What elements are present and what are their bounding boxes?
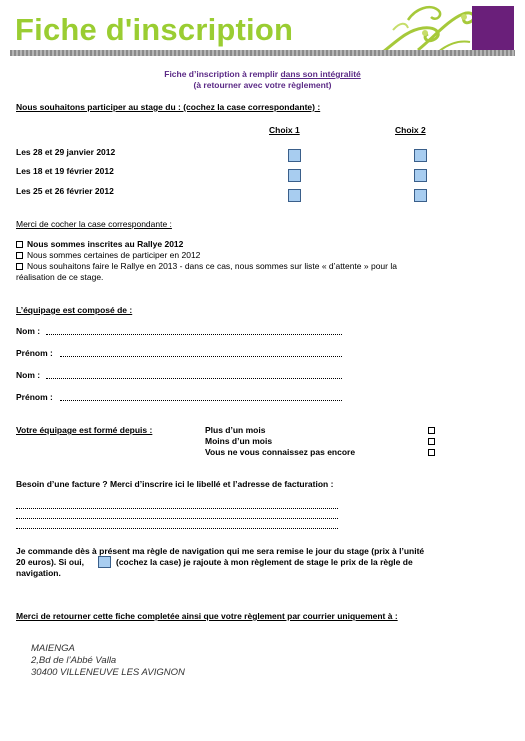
prenom-label-1: Prénom : <box>16 348 53 358</box>
rallye-option-3-cont: réalisation de ce stage. <box>16 272 104 282</box>
checkbox-rallye-1[interactable] <box>16 241 23 248</box>
rallye-option-3-label: Nous souhaitons faire le Rallye en 2013 - dans ce cas, nous sommes sur liste « d’attente » pour la <box>27 261 397 271</box>
checkbox-regle[interactable] <box>98 556 111 568</box>
header-divider <box>10 50 515 56</box>
checkbox-date3-choice2[interactable] <box>414 189 427 202</box>
nom-field-1[interactable] <box>46 334 342 335</box>
checkbox-date2-choice2[interactable] <box>414 169 427 182</box>
checkbox-depuis-2[interactable] <box>428 438 435 445</box>
rallye-option-1 <box>16 239 183 249</box>
equipage-heading: L’équipage est composé de : <box>16 305 133 315</box>
regle-line-2b: (cochez la case) je rajoute à mon règlement de stage le prix de la règle de <box>116 557 413 567</box>
checkbox-date3-choice1[interactable] <box>288 189 301 202</box>
depuis-option-2: Moins d’un mois <box>205 436 273 446</box>
facture-field-2[interactable] <box>16 518 338 519</box>
retour-heading: Merci de retourner cette fiche completée ainsi que votre règlement par courrier uniquement à : <box>16 611 398 621</box>
rallye-option-3 <box>16 261 397 271</box>
intro-line-1 <box>0 69 525 79</box>
rallye-heading: Merci de cocher la case correspondante : <box>16 219 172 229</box>
checkbox-rallye-2[interactable] <box>16 252 23 259</box>
checkbox-date2-choice1[interactable] <box>288 169 301 182</box>
intro-text: Fiche d’inscription à remplir <box>164 69 281 79</box>
prenom-field-2[interactable] <box>60 400 342 401</box>
stage-date-3: Les 25 et 26 février 2012 <box>16 186 114 196</box>
facture-heading: Besoin d’une facture ? Merci d’inscrire ici le libellé et l’adresse de facturation : <box>16 479 334 489</box>
address-block <box>31 643 185 679</box>
prenom-label-2: Prénom : <box>16 392 53 402</box>
checkbox-depuis-3[interactable] <box>428 449 435 456</box>
depuis-heading: Votre équipage est formé depuis : <box>16 425 153 435</box>
header <box>0 0 525 60</box>
address-line-2: 2,Bd de l’Abbé Valla <box>31 655 117 666</box>
rallye-option-1-label: Nous sommes inscrites au Rallye 2012 <box>27 239 184 249</box>
brand-square <box>472 6 514 50</box>
address-line-1: MAIENGA <box>31 643 75 654</box>
intro-emphasis: dans son intégralité <box>280 69 361 79</box>
stage-date-1: Les 28 et 29 janvier 2012 <box>16 147 116 157</box>
facture-field-3[interactable] <box>16 528 338 529</box>
rallye-option-2 <box>16 250 200 260</box>
page-title: Fiche d'inscription <box>15 12 294 47</box>
depuis-option-1: Plus d’un mois <box>205 425 266 435</box>
checkbox-date1-choice2[interactable] <box>414 149 427 162</box>
stage-date-2: Les 18 et 19 février 2012 <box>16 166 114 176</box>
regle-line-1: Je commande dès à présent ma règle de navigation qui me sera remise le jour du stage (prix à l’unité <box>16 546 425 556</box>
checkbox-depuis-1[interactable] <box>428 427 435 434</box>
nom-label-2: Nom : <box>16 370 41 380</box>
address-line-3: 30400 VILLENEUVE LES AVIGNON <box>31 667 185 678</box>
regle-line-2a: 20 euros). Si oui, <box>16 557 85 567</box>
checkbox-date1-choice1[interactable] <box>288 149 301 162</box>
intro-line-2: (à retourner avec votre règlement) <box>193 80 332 90</box>
rallye-option-2-label: Nous sommes certaines de participer en 2012 <box>27 250 201 260</box>
depuis-option-3: Vous ne vous connaissez pas encore <box>205 447 356 457</box>
choice-2-label: Choix 2 <box>395 125 426 135</box>
nom-label-1: Nom : <box>16 326 41 336</box>
regle-line-3: navigation. <box>16 568 61 578</box>
facture-field-1[interactable] <box>16 508 338 509</box>
stage-heading: Nous souhaitons participer au stage du : (cochez la case correspondante) : <box>16 102 321 112</box>
choice-1-label: Choix 1 <box>269 125 300 135</box>
prenom-field-1[interactable] <box>60 356 342 357</box>
checkbox-rallye-3[interactable] <box>16 263 23 270</box>
nom-field-2[interactable] <box>46 378 342 379</box>
